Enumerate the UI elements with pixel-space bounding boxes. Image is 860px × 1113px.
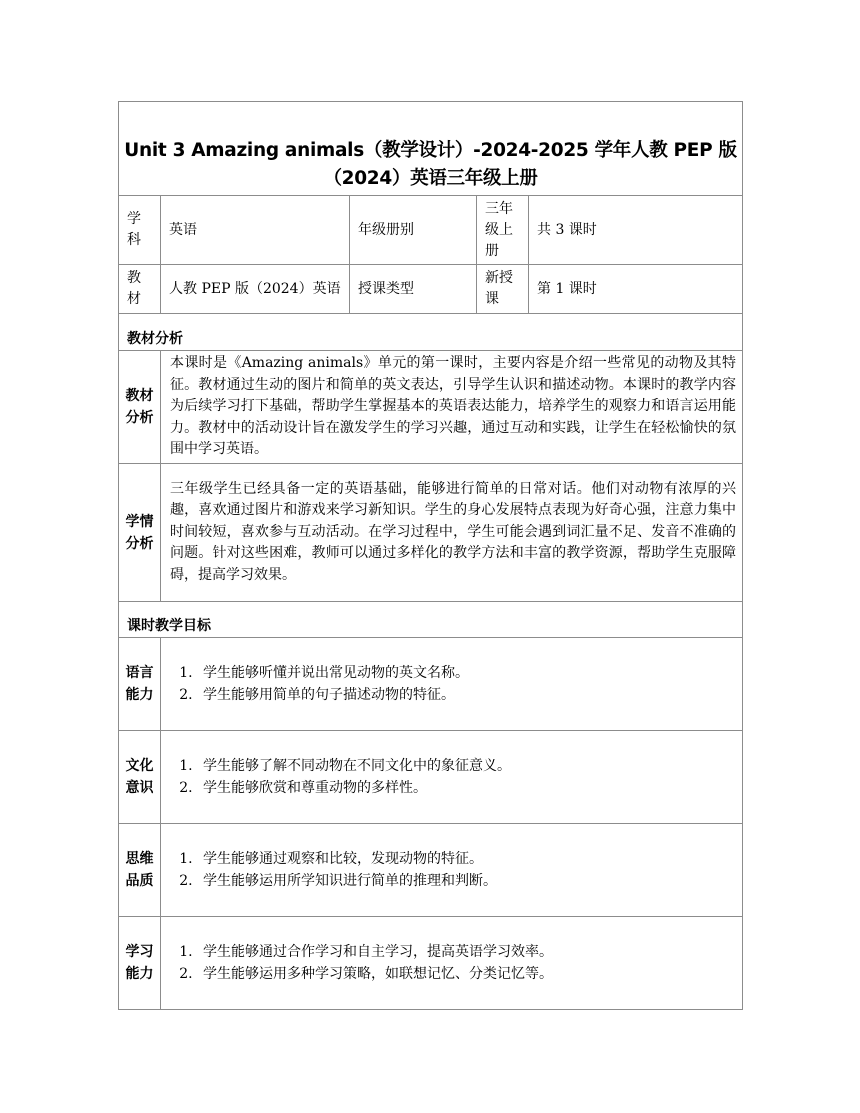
lesson-plan-document — [118, 101, 742, 1010]
goal-content-thinking — [161, 824, 743, 917]
goal-item: 2. 学生能够欣赏和尊重动物的多样性。 — [197, 777, 736, 799]
grade-label: 年级册别 — [350, 196, 477, 265]
subject-label: 学科 — [119, 196, 161, 265]
title-cell — [119, 102, 743, 196]
goal-label-culture: 文化意识 — [119, 731, 161, 824]
goal-item: 2. 学生能够用简单的句子描述动物的特征。 — [197, 684, 736, 706]
goal-content-culture — [161, 731, 743, 824]
goal-item: 1. 学生能够通过合作学习和自主学习，提高英语学习效率。 — [197, 941, 736, 963]
goal-content-language — [161, 638, 743, 731]
goal-list — [167, 662, 736, 706]
lesson-plan-table — [118, 101, 743, 1010]
goal-label-learning: 学习能力 — [119, 917, 161, 1010]
hours-value: 共 3 课时 — [529, 196, 743, 265]
goal-label-language: 语言能力 — [119, 638, 161, 731]
lesson-value: 第 1 课时 — [529, 265, 743, 314]
goal-item: 1. 学生能够通过观察和比较，发现动物的特征。 — [197, 848, 736, 870]
goal-list — [167, 755, 736, 799]
goal-item: 1. 学生能够了解不同动物在不同文化中的象征意义。 — [197, 755, 736, 777]
student-analysis-label: 学情分析 — [119, 464, 161, 602]
type-value: 新授课 — [477, 265, 529, 314]
student-analysis-text: 三年级学生已经具备一定的英语基础，能够进行简单的日常对话。他们对动物有浓厚的兴趣，喜欢通过图片和游戏来学习新知识。学生的身心发展特点表现为好奇心强，注意力集中时间较短，喜欢参与互动活动。在学习过程中，学生可能会遇到词汇量不足、发音不准确的问题。针对这些困难，教师可以通过多样化的教学方法和丰富的教学资源，帮助学生克服障碍，提高学习效果。 — [161, 464, 743, 602]
material-analysis-text: 本课时是《Amazing animals》单元的第一课时，主要内容是介绍一些常见的动物及其特征。教材通过生动的图片和简单的英文表达，引导学生认识和描述动物。本课时的教学内容为后续学习打下基础，帮助学生掌握基本的英语表达能力，培养学生的观察力和语言运用能力。教材中的活动设计旨在激发学生的学习兴趣，通过互动和实践，让学生在轻松愉快的氛围中学习英语。 — [161, 351, 743, 464]
subject-value: 英语 — [161, 196, 350, 265]
textbook-value: 人教 PEP 版（2024）英语 — [161, 265, 350, 314]
material-analysis-label: 教材分析 — [119, 351, 161, 464]
goal-list — [167, 941, 736, 985]
goal-list — [167, 848, 736, 892]
grade-value: 三年级上册 — [477, 196, 529, 265]
goal-content-learning — [161, 917, 743, 1010]
type-label: 授课类型 — [350, 265, 477, 314]
textbook-label: 教材 — [119, 265, 161, 314]
goal-item: 2. 学生能够运用多种学习策略，如联想记忆、分类记忆等。 — [197, 963, 736, 985]
goal-item: 1. 学生能够听懂并说出常见动物的英文名称。 — [197, 662, 736, 684]
material-section-heading: 教材分析 — [119, 314, 743, 351]
goal-label-thinking: 思维品质 — [119, 824, 161, 917]
goals-section-heading: 课时教学目标 — [119, 602, 743, 638]
page-title: Unit 3 Amazing animals（教学设计）-2024-2025 学年人教 PEP 版（2024）英语三年级上册 — [124, 140, 737, 189]
goal-item: 2. 学生能够运用所学知识进行简单的推理和判断。 — [197, 870, 736, 892]
